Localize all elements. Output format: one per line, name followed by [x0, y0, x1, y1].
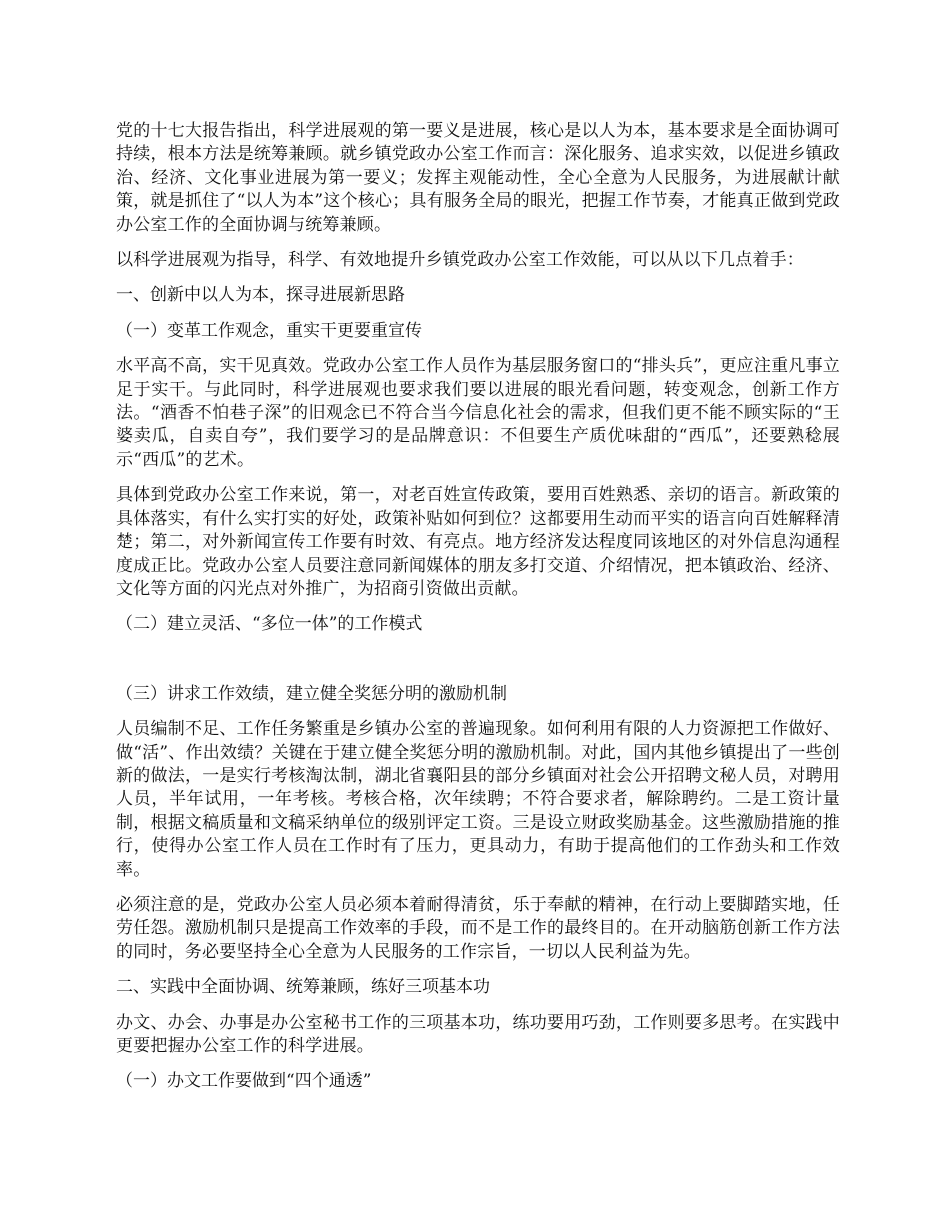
paragraph-three-skills: 办文、办会、办事是办公室秘书工作的三项基本功，练功要用巧劲，工作则要多思考。在实践中更要把握办公室工作的科学进展。 [116, 1012, 840, 1056]
subsection-heading-1-3: （三）讲求工作效绩，建立健全奖惩分明的激励机制 [116, 683, 507, 704]
subsection-heading-2-1: （一）办文工作要做到“四个通透” [116, 1071, 372, 1092]
document-body [116, 120, 840, 1106]
paragraph-attention: 必须注意的是，党政办公室人员必须本着耐得清贫，乐于奉献的精神，在行动上要脚踏实地，任劳任怨。激励机制只是提高工作效率的手段，而不是工作的最终目的。在开动脑筋创新工作方法的同时，务必要坚持全心全意为人民服务的工作宗旨，一切以人民利益为先。 [116, 894, 840, 962]
subsection-heading-1-2: （二）建立灵活、“多位一体”的工作模式 [116, 614, 423, 635]
paragraph-concept-change: 水平高不高，实干见真效。党政办公室工作人员作为基层服务窗口的“排头兵”，更应注重凡事立足于实干。与此同时，科学进展观也要求我们要以进展的眼光看问题，转变观念，创新工作方法。“酒香不怕巷子深”的旧观念已不符合当今信息化社会的需求，但我们更不能不顾实际的“王婆卖瓜，自卖自夸”，我们要学习的是品牌意识：不但要生产质优味甜的“西瓜”，还要熟稔展示“西瓜”的艺术。 [116, 356, 840, 470]
section-heading-1: 一、创新中以人为本，探寻进展新思路 [116, 285, 405, 306]
blank-gap [116, 649, 840, 683]
paragraph-incentives: 人员编制不足、工作任务繁重是乡镇办公室的普遍现象。如何利用有限的人力资源把工作做好、做“活”、作出效绩？关键在于建立健全奖惩分明的激励机制。对此，国内其他乡镇提出了一些创新的做法，一是实行考核淘汰制，湖北省襄阳县的部分乡镇面对社会公开招聘文秘人员，对聘用人员，半年试用，一年考核。考核合格，次年续聘；不符合要求者，解除聘约。二是工资计量制，根据文稿质量和文稿采纳单位的级别评定工资。三是设立财政奖励基金。这些激励措施的推行，使得办公室工作人员在工作时有了压力，更具动力，有助于提高他们的工作劲头和工作效率。 [116, 719, 840, 880]
section-heading-2: 二、实践中全面协调、统筹兼顾，练好三项基本功 [116, 977, 490, 998]
subsection-heading-1-1: （一）变革工作观念，重实干更要重宣传 [116, 320, 422, 341]
paragraph-guidance: 以科学进展观为指导，科学、有效地提升乡镇党政办公室工作效能，可以从以下几点着手： [116, 250, 804, 271]
paragraph-intro: 党的十七大报告指出，科学进展观的第一要义是进展，核心是以人为本，基本要求是全面协调可持续，根本方法是统筹兼顾。就乡镇党政办公室工作而言：深化服务、追求实效，以促进乡镇政治、经济、文化事业进展为第一要义；发挥主观能动性，全心全意为人民服务，为进展献计献策，就是抓住了“以人为本”这个核心；具有服务全局的眼光，把握工作节奏，才能真正做到党政办公室工作的全面协调与统筹兼顾。 [116, 121, 840, 235]
paragraph-publicity: 具体到党政办公室工作来说，第一，对老百姓宣传政策，要用百姓熟悉、亲切的语言。新政策的具体落实，有什么实打实的好处，政策补贴如何到位？这都要用生动而平实的语言向百姓解释清楚；第二，对外新闻宣传工作要有时效、有亮点。地方经济发达程度同该地区的对外信息沟通程度成正比。党政办公室人员要注意同新闻媒体的朋友多打交道、介绍情况，把本镇政治、经济、文化等方面的闪光点对外推广，为招商引资做出贡献。 [116, 485, 840, 599]
